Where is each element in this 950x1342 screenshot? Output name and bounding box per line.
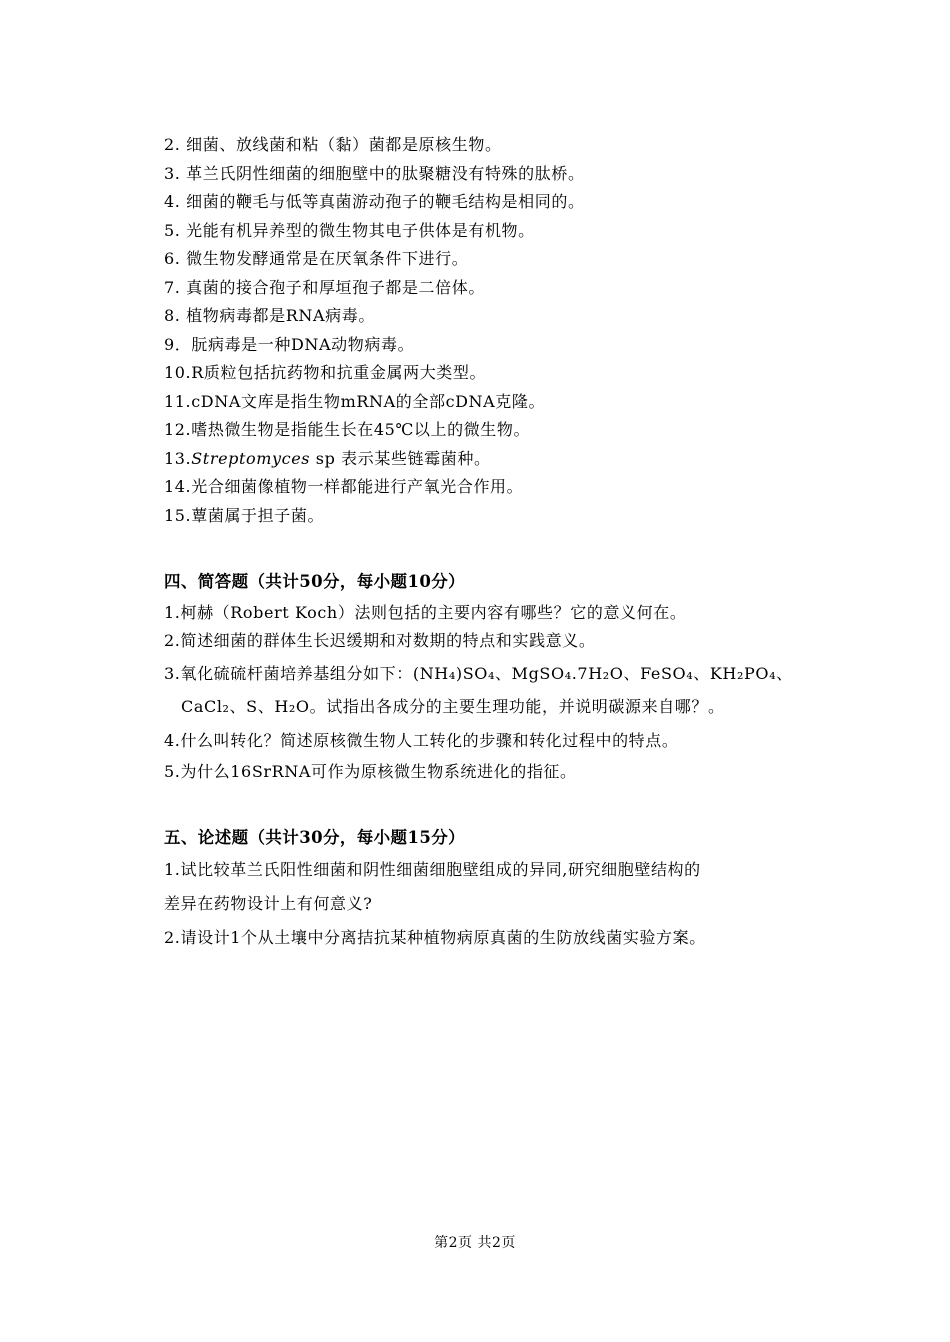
tf-item-2: 2. 细菌、放线菌和粘（黏）菌都是原核生物。 — [164, 135, 502, 154]
tf-item-13-genus: Streptomyces — [191, 449, 311, 468]
essay-question-2: 2.请设计1个从土壤中分离拮抗某种植物病原真菌的生防放线菌实验方案。 — [164, 928, 706, 947]
tf-item-15: 15.蕈菌属于担子菌。 — [164, 506, 325, 525]
sa-question-5: 5.为什么16SrRNA可作为原核微生物系统进化的指征。 — [164, 762, 577, 781]
tf-item-7: 7. 真菌的接合孢子和厚垣孢子都是二倍体。 — [164, 278, 485, 297]
tf-item-4: 4. 细菌的鞭毛与低等真菌游动孢子的鞭毛结构是相同的。 — [164, 192, 585, 211]
tf-item-10: 10.R质粒包括抗药物和抗重金属两大类型。 — [164, 363, 487, 382]
tf-item-13 — [164, 449, 491, 469]
sa-question-4: 4.什么叫转化？简述原核微生物人工转化的步骤和转化过程中的特点。 — [164, 731, 679, 750]
sa-question-1: 1.柯赫（Robert Koch）法则包括的主要内容有哪些？它的意义何在。 — [164, 603, 687, 622]
tf-item-8: 8. 植物病毒都是RNA病毒。 — [164, 306, 375, 325]
tf-item-13-number: 13. — [164, 449, 192, 468]
essay-question-1-line2: 差异在药物设计上有何意义? — [164, 894, 373, 913]
tf-item-12: 12.嗜热微生物是指能生长在45℃以上的微生物。 — [164, 420, 531, 439]
page-footer: 第2页 共2页 — [434, 1235, 516, 1251]
sa-question-3-line2: CaCl₂、S、H₂O。试指出各成分的主要生理功能，并说明碳源来自哪？。 — [181, 697, 725, 716]
tf-item-14: 14.光合细菌像植物一样都能进行产氧光合作用。 — [164, 477, 524, 496]
tf-item-6: 6. 微生物发酵通常是在厌氧条件下进行。 — [164, 249, 469, 268]
tf-item-9: 9．朊病毒是一种DNA动物病毒。 — [164, 335, 415, 354]
section-5-title: 五、论述题（共计30分，每小题15分） — [164, 828, 466, 847]
sa-question-2: 2.简述细菌的群体生长迟缓期和对数期的特点和实践意义。 — [164, 631, 596, 650]
sa-question-3-line1: 3.氧化硫硫杆菌培养基组分如下：(NH₄)SO₄、MgSO₄.7H₂O、FeSO₄、KH₂PO₄、 — [164, 664, 793, 683]
tf-item-3: 3. 革兰氏阴性细菌的细胞壁中的肽聚糖没有特殊的肽桥。 — [164, 164, 585, 183]
tf-item-11: 11.cDNA文库是指生物mRNA的全部cDNA克隆。 — [164, 392, 546, 411]
section-4-title: 四、简答题（共计50分，每小题10分） — [164, 572, 466, 591]
tf-item-13-text: sp 表示某些链霉菌种。 — [310, 449, 491, 468]
essay-question-1-line1: 1.试比较革兰氏阳性细菌和阴性细菌细胞壁组成的异同,研究细胞壁结构的 — [164, 860, 701, 879]
tf-item-5: 5. 光能有机异养型的微生物其电子供体是有机物。 — [164, 221, 535, 240]
